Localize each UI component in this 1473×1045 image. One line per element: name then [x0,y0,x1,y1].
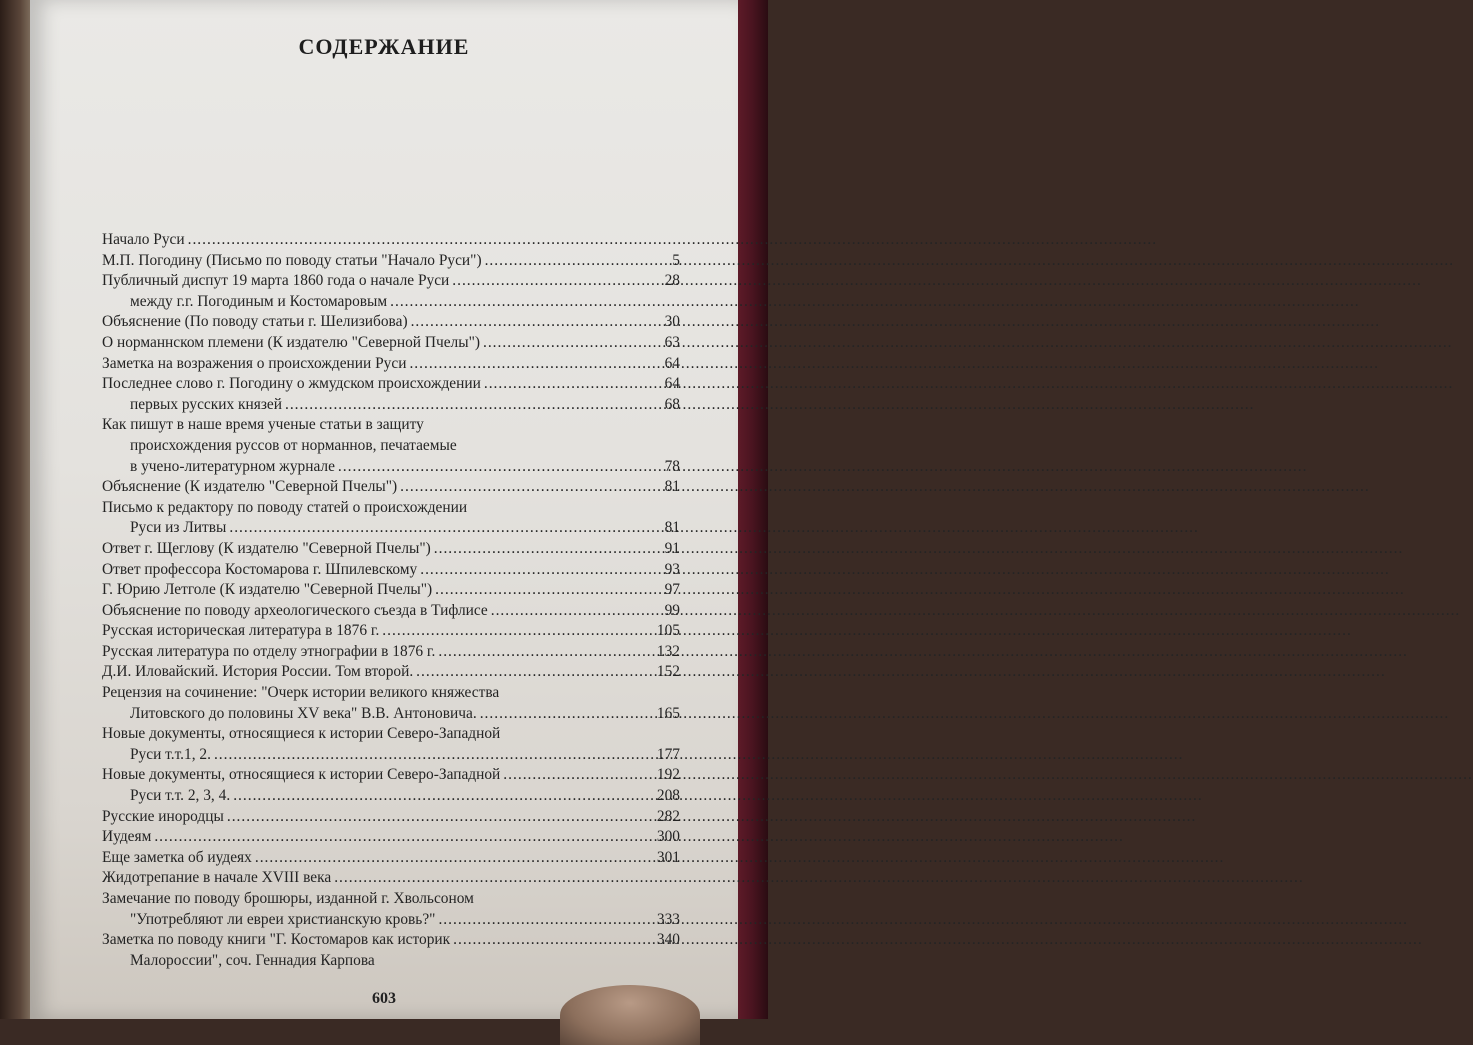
toc-entry-page: 165 [656,704,680,722]
toc-entry [102,662,680,683]
toc-entry [102,539,680,560]
book-spine-shadow [0,0,34,1019]
toc-entry [102,251,680,272]
toc-entry [102,930,680,951]
toc-entry-title: Объяснение (К издателю "Северной Пчелы") [102,478,398,496]
dot-leader [390,292,659,313]
toc-entry [102,601,680,622]
toc-entry-continuation [102,518,680,539]
toc-entry-title: Рецензия на сочинение: "Очерк истории великого княжества [102,684,500,702]
toc-entry [102,889,680,910]
toc-entry-title: Русские инородцы [102,807,224,825]
dot-leader [400,477,659,498]
toc-entry-title: О норманнском племени (К издателю "Северной Пчелы") [102,333,480,351]
toc-entry-continuation [102,704,680,725]
toc-entry [102,683,680,704]
dot-leader [382,621,654,642]
dot-leader [503,765,654,786]
toc-entry [102,354,680,375]
toc-entry [102,560,680,581]
dot-leader [438,910,653,931]
dot-leader [483,333,659,354]
toc-entry-title: Начало Руси [102,231,185,248]
dot-leader [227,807,654,828]
toc-entry-title: Русская литература по отделу этнографии в 1876 г. [102,642,436,660]
dot-leader [452,271,659,292]
dot-leader [485,251,659,272]
dot-leader [188,230,659,251]
page-number: 603 [372,990,396,1007]
toc-entry [102,807,680,828]
toc-entry-page: 192 [656,766,680,784]
toc-entry-page: 78 [664,457,680,475]
toc-entry [102,868,680,889]
toc-entry [102,271,680,292]
page-title: СОДЕРЖАНИЕ [298,34,470,59]
toc-entry-page: 132 [656,642,680,660]
toc-entry [102,477,680,498]
toc-entry-title: Русская историческая литература в 1876 г. [102,622,380,640]
toc-entry-continuation [102,745,680,766]
toc-entry [102,312,680,333]
toc-entry-title: Г. Юрию Летголе (К издателю "Северной Пчелы") [102,581,433,599]
thumb-finger [560,985,700,1045]
toc-entry-title: Ответ г. Щеглову (К издателю "Северной Пчелы") [102,539,431,557]
toc-entry-title: Иудеям [102,828,152,846]
toc-entry-title: Литовского до половины XV века" В.В. Антоновича. [130,704,477,722]
dot-leader [480,704,654,725]
dot-leader [438,642,654,663]
dot-leader [229,518,659,539]
toc-entry-title: Руси т.т.1, 2. [130,745,211,763]
toc-entry-title: Жидотрепание в начале XVIII века [102,869,332,887]
toc-entry-title: Объяснение по поводу археологического съезда в Тифлисе [102,601,488,619]
toc-entry-continuation [102,292,680,313]
book-page [30,0,738,1019]
toc-entry-continuation [102,395,680,416]
toc-entry-page: 81 [664,478,680,496]
toc-entry-page: 64 [664,354,680,372]
toc-entry-page: 340 [656,931,680,949]
toc-entry-title: "Употребляют ли евреи христианскую кровь?" [130,910,436,928]
toc-entry-title: Заметка на возражения о происхождении Руси [102,354,407,372]
toc-entry-page: 68 [664,395,680,413]
toc-entry [102,848,680,869]
toc-entry [102,580,680,601]
toc-entry-title: в учено-литературном журнале [130,457,335,475]
toc-entry-page: 97 [664,581,680,599]
toc-entry-title: происхождения руссов от норманнов, печатаемые [130,436,457,454]
toc-entry-title: Заметка по поводу книги "Г. Костомаров как историк [102,931,451,949]
toc-entry [102,498,680,519]
toc-entry-page: 105 [656,622,680,640]
dot-leader [416,662,654,683]
toc-entry-title: Новые документы, относящиеся к истории Северо-Западной [102,766,501,784]
table-of-contents [102,230,680,971]
dot-leader [411,312,659,333]
dot-leader [484,374,659,395]
dot-leader [435,580,659,601]
toc-entry-title: Новые документы, относящиеся к истории Северо-Западной [102,725,501,743]
dot-leader [233,786,654,807]
toc-entry-title: Замечание по поводу брошюры, изданной г. Хвольсоном [102,890,474,907]
toc-entry-page: 99 [664,601,680,619]
toc-entry-title: Руси из Литвы [130,519,227,537]
dot-leader [434,539,659,560]
toc-entry-continuation [102,910,680,931]
toc-entry-title: Д.И. Иловайский. История России. Том второй. [102,663,414,681]
toc-entry-title: Последнее слово г. Погодину о жмудском происхождении [102,375,481,393]
toc-entry-page: 5 [672,251,680,269]
dot-leader [420,560,659,581]
toc-entry [102,621,680,642]
toc-entry-title: Как пишут в наше время ученые статьи в защиту [102,416,424,434]
toc-entry-page: 91 [664,539,680,557]
toc-entry [102,827,680,848]
toc-entry-title: Ответ профессора Костомарова г. Шпилевскому [102,560,418,578]
toc-entry-continuation [102,951,680,972]
dot-leader [453,930,654,951]
toc-entry [102,415,680,436]
toc-entry-title: Публичный диспут 19 марта 1860 года о начале Руси [102,272,450,290]
toc-entry-title: Руси т.т. 2, 3, 4. [130,787,231,805]
toc-entry [102,374,680,395]
toc-entry-title: М.П. Погодину (Письмо по поводу статьи "Начало Руси") [102,251,482,269]
dot-leader [334,868,659,889]
toc-entry-continuation [102,436,680,457]
toc-entry-page: 81 [664,519,680,537]
toc-entry-page: 208 [656,787,680,805]
dot-leader [255,848,654,869]
toc-entry-continuation [102,457,680,478]
dot-leader [491,601,659,622]
toc-entry-page: 28 [664,272,680,290]
toc-entry-page: 152 [656,663,680,681]
dot-leader [285,395,659,416]
toc-entry-title: Объяснение (По поводу статьи г. Шелизибова) [102,313,408,331]
toc-entry-page: 30 [664,313,680,331]
toc-entry-page: 333 [656,910,680,928]
toc-entry [102,333,680,354]
toc-entry-page: 64 [664,375,680,393]
dot-leader [214,745,654,766]
dot-leader [338,457,659,478]
toc-entry [102,642,680,663]
toc-entry-continuation [102,786,680,807]
toc-entry-page: 300 [656,828,680,846]
dot-leader [409,354,659,375]
toc-entry-title: между г.г. Погодиным и Костомаровым [130,292,388,310]
toc-entry-page: 63 [664,333,680,351]
toc-entry [102,724,680,745]
dot-leader [154,827,654,848]
toc-entry [102,765,680,786]
toc-entry-page: 177 [656,745,680,763]
toc-entry [102,230,680,251]
toc-entry-title: Еще заметка об иудеях [102,848,252,866]
toc-entry-page: 282 [656,807,680,825]
toc-entry-title: Малороссии", соч. Геннадия Карпова [130,951,375,969]
toc-entry-page: 93 [664,560,680,578]
toc-entry-page: 301 [656,848,680,866]
toc-entry-title: первых русских князей [130,395,282,413]
toc-entry-title: Письмо к редактору по поводу статей о происхождении [102,498,468,516]
